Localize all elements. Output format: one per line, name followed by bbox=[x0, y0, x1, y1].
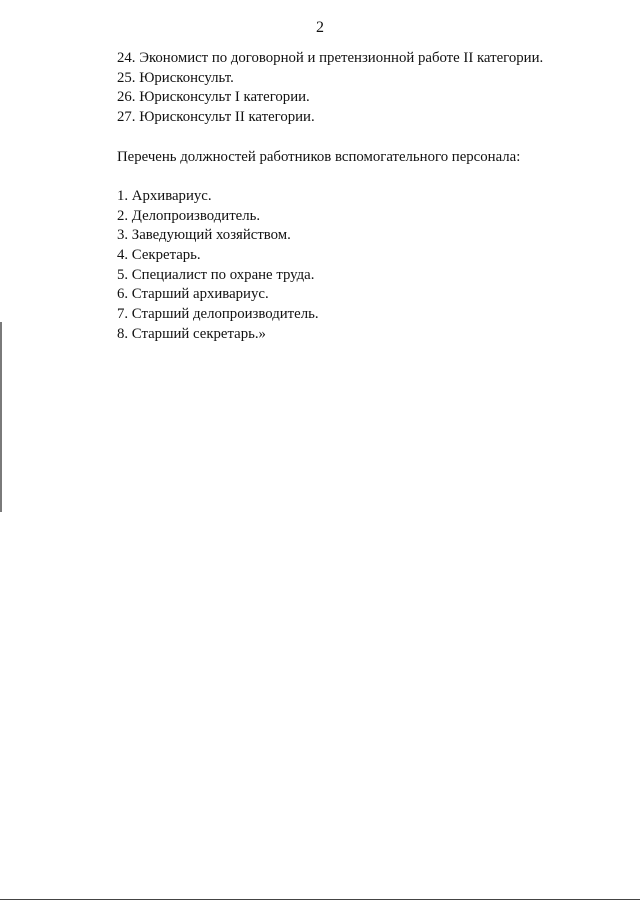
page-number: 2 bbox=[316, 19, 324, 36]
list-item: 5. Специалист по охране труда. bbox=[117, 266, 315, 283]
list-item: 1. Архивариус. bbox=[117, 187, 212, 204]
auxiliary-staff-heading: Перечень должностей работников вспомогательного персонала: bbox=[117, 148, 521, 165]
positions-list-continued bbox=[117, 49, 617, 128]
list-item: 6. Старший архивариус. bbox=[117, 286, 269, 303]
list-item: 25. Юрисконсульт. bbox=[117, 69, 234, 86]
list-item: 7. Старший делопроизводитель. bbox=[117, 306, 319, 323]
list-item: 27. Юрисконсульт II категории. bbox=[117, 109, 315, 126]
list-item: 4. Секретарь. bbox=[117, 247, 201, 263]
list-item: 2. Делопроизводитель. bbox=[117, 207, 261, 224]
scan-edge-left bbox=[0, 322, 2, 512]
scan-edge-bottom bbox=[0, 899, 640, 900]
list-item: 3. Заведующий хозяйством. bbox=[117, 227, 291, 244]
list-item: 24. Экономист по договорной и претензионной работе II категории. bbox=[117, 50, 544, 66]
list-item: 26. Юрисконсульт I категории. bbox=[117, 89, 310, 106]
document-body bbox=[117, 49, 617, 345]
list-item: 8. Старший секретарь.» bbox=[117, 325, 266, 342]
auxiliary-staff-list bbox=[117, 187, 617, 345]
